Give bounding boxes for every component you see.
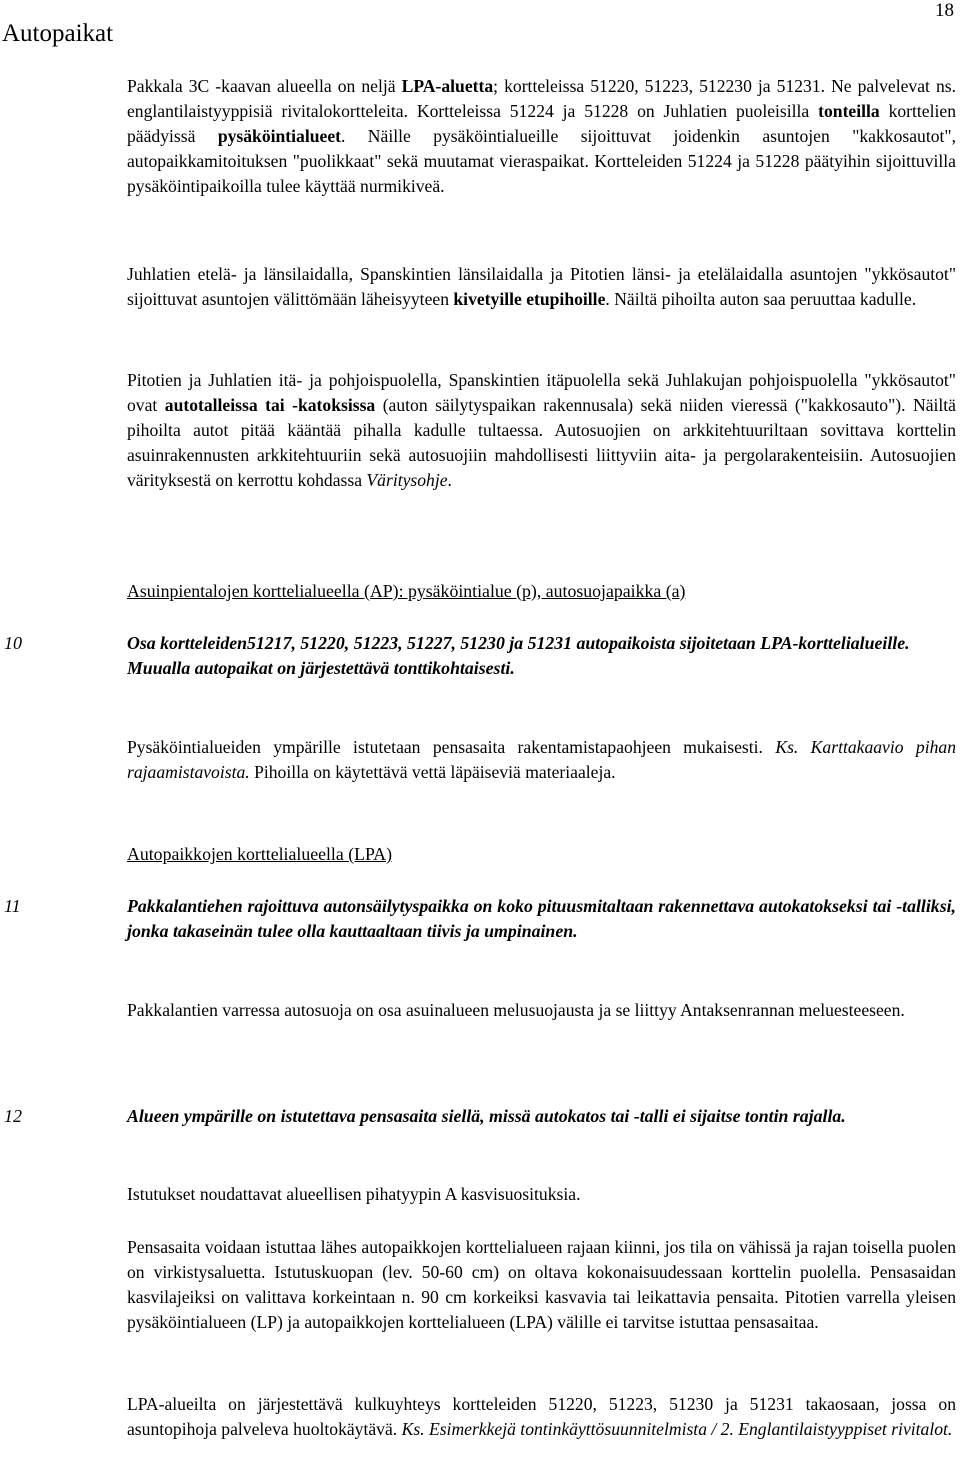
italic-reference: Ks. Esimerkkejä tontinkäyttösuunnitelmista / 2. Englantilaistyyppiset rivitalot. bbox=[401, 1419, 953, 1439]
text: Pitotien ja Juhlatien itä- ja pohjoispuolella, Spanskintien itäpuolella sekä Juhlakujan pohjoispuolella "ykkösautot" ovat bbox=[127, 370, 956, 415]
paragraph-front-yards bbox=[127, 262, 956, 312]
bold-term: kivetyille etupihoille bbox=[453, 289, 606, 309]
paragraph-hedge-details: Pensasaita voidaan istuttaa lähes autopaikkojen korttelialueen rajaan kiinni, jos tila on vähissä ja rajan toisella puolen on virkistysaluetta. Istutuskuopan (lev. 50-60 cm) on oltava kokonaisuudessaan korttelin puolella. Pensasaidan kasvilajeiksi on valittava korkeintaan n. 90 cm korkeiksi kasvavia tai leikattavia pensaita. Pitotien varrella yleisen pysäköintialueen (LP) ja autopaikkojen korttelialueen (LPA) välille ei tarvitse istuttaa pensasaitaa. bbox=[127, 1237, 956, 1332]
text: . Näille pysäköintialueille sijoittuvat joidenkin asuntojen "kakkosautot", autopaikkamitoituksen "puolikkaat" sekä muutamat vieraspaikat. Kortteleiden 51224 ja 51228 päätyihin sijoittuvilla pysäköintipaikoilla tulee käyttää nurmikiveä. bbox=[127, 126, 956, 196]
text: korttelien päädyissä bbox=[127, 101, 956, 146]
paragraph-hedges-ap bbox=[127, 735, 956, 785]
header-title: Autopaikat bbox=[2, 20, 114, 47]
regulation-line: Muualla autopaikat on järjestettävä tonttikohtaisesti. bbox=[127, 658, 515, 678]
item-number-10: 10 bbox=[4, 633, 22, 653]
text: LPA-alueilta on järjestettävä kulkuyhteys kortteleiden 51220, 51223, 51230 ja 51231 takaosaan, jossa on asuntopihoja palveleva huoltokäytävä. bbox=[127, 1394, 956, 1439]
text: Pakkala 3C -kaavan alueella on neljä bbox=[127, 76, 402, 96]
paragraph-lpa-areas bbox=[127, 74, 956, 199]
bold-term: pysäköintialueet bbox=[217, 126, 341, 146]
bold-term: LPA-aluetta bbox=[401, 76, 494, 96]
italic-reference: Ks. Karttakaavio pihan rajaamistavoista. bbox=[127, 737, 956, 782]
section-heading-lpa: Autopaikkojen korttelialueella (LPA) bbox=[127, 844, 393, 864]
bold-term: autotalleissa tai -katoksissa bbox=[164, 395, 376, 415]
text: . bbox=[447, 470, 452, 490]
regulation-line: Osa kortteleiden51217, 51220, 51223, 51227, 51230 ja 51231 autopaikoista sijoitetaan LPA-korttelialueille. bbox=[127, 633, 910, 653]
page-number: 18 bbox=[935, 0, 954, 21]
text: . Näiltä pihoilta auton saa peruuttaa kadulle. bbox=[605, 289, 917, 309]
regulation-12: Alueen ympärille on istutettava pensasaita siellä, missä autokatos tai -talli ei sijaitse tontin rajalla. bbox=[127, 1106, 846, 1126]
text: (auton säilytyspaikan rakennusala) sekä niiden vieressä ("kakkosauto"). Näiltä pihoilta autot pitää kääntää pihalla kadulle tultaessa. Autosuojien on arkkitehtuuriltaan sovittava korttelin asuinrakennusten arkkitehtuuriin sekä autosuojiin mahdollisesti liittyviin aita- ja pergolarakenteisiin. Autosuojien värityksestä on kerrottu kohdassa bbox=[127, 395, 956, 490]
item-number-11: 11 bbox=[4, 896, 21, 916]
italic-reference: Väritysohje bbox=[366, 470, 448, 490]
paragraph-plantings: Istutukset noudattavat alueellisen pihatyypin A kasvisuosituksia. bbox=[127, 1184, 581, 1204]
bold-term: tonteilla bbox=[818, 101, 880, 121]
text: ; kortteleissa 51220, 51223, 512230 ja 51231. Ne palvelevat ns. englantilaistyyppisiä rivitalokortteleita. Kortteleissa 51224 ja 51228 on Juhlatien puoleisilla bbox=[127, 76, 957, 121]
text: Juhlatien etelä- ja länsilaidalla, Spanskintien länsilaidalla ja Pitotien länsi- ja etelälaidalla asuntojen "ykkösautot" sijoittuvat asuntojen välittömään läheisyyteen bbox=[127, 264, 956, 309]
text: Pysäköintialueiden ympärille istutetaan pensasaita rakentamistapaohjeen mukaisesti. bbox=[127, 737, 776, 757]
item-number-12: 12 bbox=[4, 1106, 22, 1126]
paragraph-access-route bbox=[127, 1392, 956, 1442]
regulation-10 bbox=[127, 631, 956, 681]
regulation-11: Pakkalantiehen rajoittuva autonsäilytyspaikka on koko pituusmitaltaan rakennettava autokatokseksi tai -talliksi, jonka takaseinän tulee olla kauttaaltaan tiivis ja umpinainen. bbox=[127, 896, 956, 941]
section-heading-ap: Asuinpientalojen korttelialueella (AP): pysäköintialue (p), autosuojapaikka (a) bbox=[127, 581, 686, 601]
paragraph-garages bbox=[127, 368, 956, 493]
paragraph-noise-barrier: Pakkalantien varressa autosuoja on osa asuinalueen melusuojausta ja se liittyy Antaksenrannan meluesteeseen. bbox=[127, 1000, 905, 1020]
text: Pihoilla on käytettävä vettä läpäiseviä materiaaleja. bbox=[249, 762, 616, 782]
